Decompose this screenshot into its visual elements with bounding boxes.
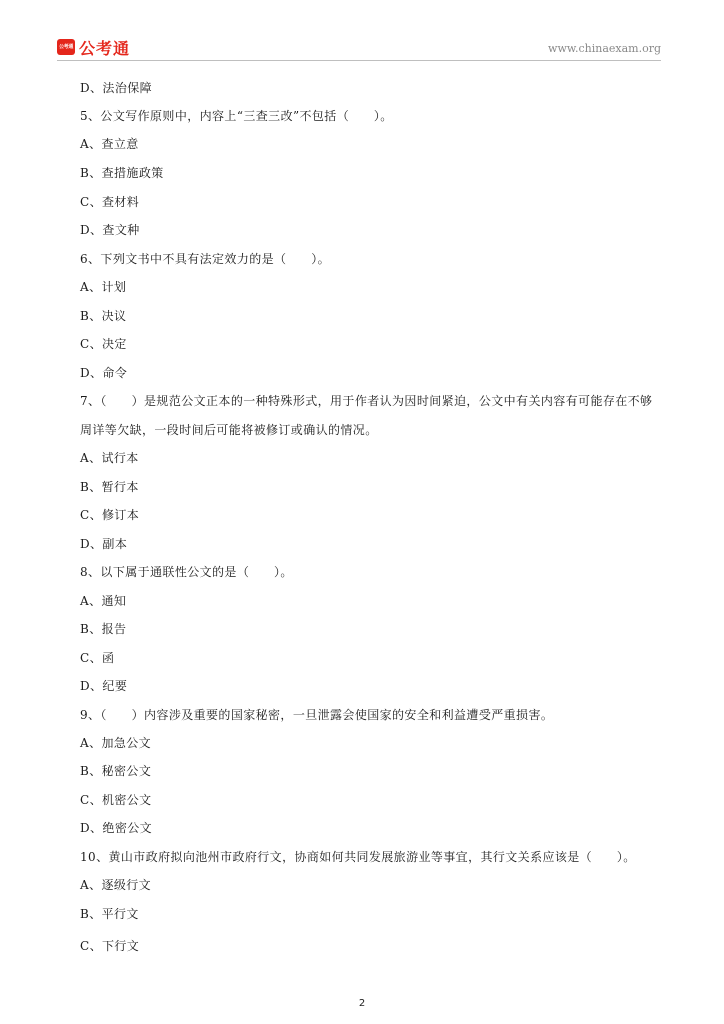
text-line: A、计划 <box>80 280 127 294</box>
text-line: B、查措施政策 <box>80 166 164 180</box>
text-line: D、绝密公文 <box>80 821 153 835</box>
text-line: A、通知 <box>80 594 127 608</box>
text-line: 9、（ ）内容涉及重要的国家秘密，一旦泄露会使国家的安全和利益遭受严重损害。 <box>80 708 554 722</box>
text-line: D、纪要 <box>80 679 128 693</box>
text-line: D、副本 <box>80 537 128 551</box>
text-line: D、命令 <box>80 366 128 380</box>
text-line: D、法治保障 <box>80 81 153 95</box>
text-line: A、查立意 <box>80 137 139 151</box>
page-number: 2 <box>358 998 366 1009</box>
text-line: B、平行文 <box>80 907 139 921</box>
text-line: D、查文种 <box>80 223 140 237</box>
text-line: B、决议 <box>80 309 127 323</box>
text-line: A、试行本 <box>80 451 139 465</box>
text-line: 10、黄山市政府拟向池州市政府行文，协商如何共同发展旅游业等事宜，其行文关系应该是（ ）。 <box>80 850 636 864</box>
text-line: C、机密公文 <box>80 793 152 807</box>
text-line: C、下行文 <box>80 939 140 953</box>
text-line: 8、以下属于通联性公文的是（ ）。 <box>80 565 293 579</box>
text-line: C、函 <box>80 651 115 665</box>
text-line: A、加急公文 <box>80 736 152 750</box>
text-line: B、秘密公文 <box>80 764 152 778</box>
text-line: C、修订本 <box>80 508 140 522</box>
logo-text: 公考通 <box>79 38 131 58</box>
text-line: C、查材料 <box>80 195 140 209</box>
text-line: 7、（ ）是规范公文正本的一种特殊形式，用于作者认为因时间紧迫，公文中有关内容有可能存在不够 <box>80 394 653 408</box>
text-line: A、逐级行文 <box>80 878 152 892</box>
text-line: 6、下列文书中不具有法定效力的是（ ）。 <box>80 252 331 266</box>
site-url: www.chinaexam.org <box>548 42 661 55</box>
text-line: 5、公文写作原则中，内容上“三查三改”不包括（ ）。 <box>80 109 393 123</box>
text-line: B、报告 <box>80 622 127 636</box>
logo-badge-icon: 公考通 <box>57 39 75 55</box>
text-line: C、决定 <box>80 337 127 351</box>
text-line: B、暂行本 <box>80 480 139 494</box>
text-line: 周详等欠缺，一段时间后可能将被修订或确认的情况。 <box>80 423 378 437</box>
